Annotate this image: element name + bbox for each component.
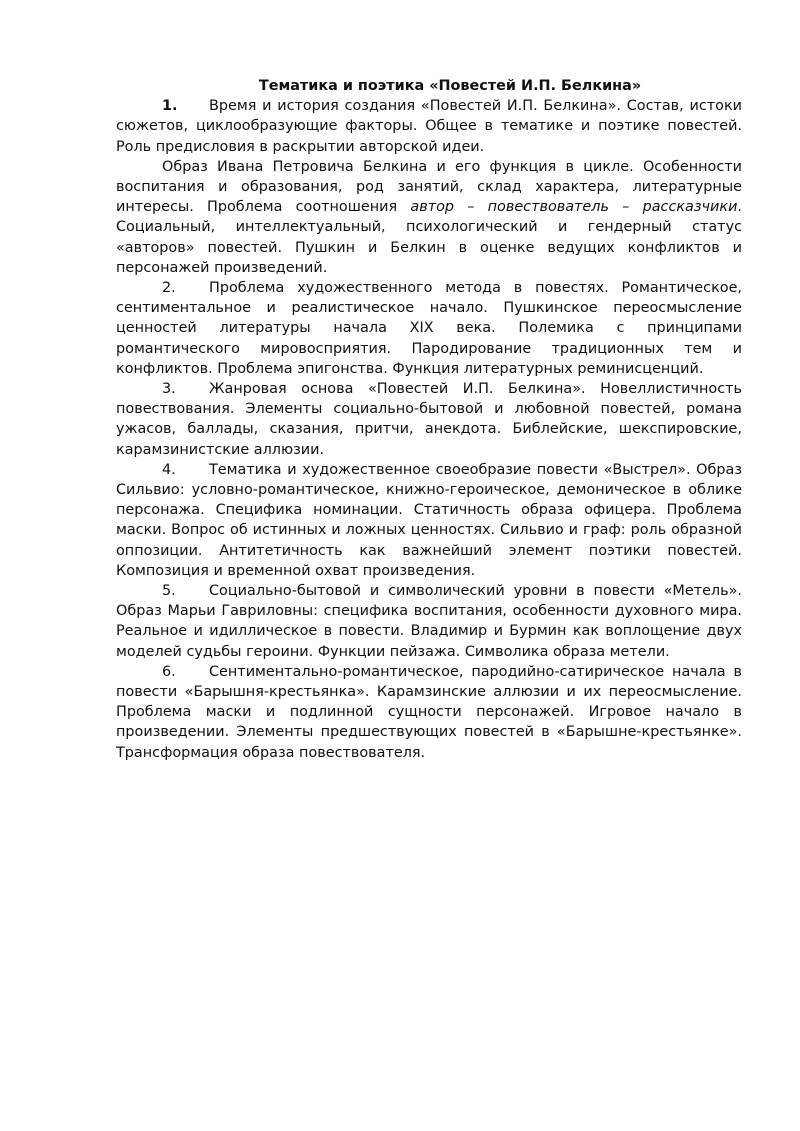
section-text-italic: автор – повествователь – рассказчики: [410, 199, 738, 216]
section-text: Время и история создания «Повестей И.П. Белкина». Состав, истоки сюжетов, циклообразующие факторы. Общее в тематике и поэтике повестей. Роль предисловия в раскрытии авторской идеи.: [116, 98, 742, 155]
section-5: [116, 581, 742, 662]
section-text: Сентиментально-романтическое, пародийно-сатирическое начала в повести «Барышня-крестьянка». Карамзинские аллюзии и их переосмысление. Проблема маски и подлинной сущности персонажей. Игровое начало в произведении. Элементы предшествующих повестей в «Барышне-крестьянке». Трансформация образа повествователя.: [116, 663, 742, 761]
section-text-after: . Социальный, интеллектуальный, психологический и гендерный статус «авторов» повестей. Пушкин и Белкин в оценке ведущих конфликтов и персонажей произведений.: [116, 199, 742, 276]
section-3: [116, 379, 742, 460]
document-title: Тематика и поэтика «Повестей И.П. Белкина»: [258, 78, 642, 94]
section-1: [116, 96, 742, 157]
section-text: Жанровая основа «Повестей И.П. Белкина». Новеллистичность повествования. Элементы социально-бытовой и любовной повестей, романа ужасов, баллады, сказания, притчи, анекдота. Библейские, шекспировские, карамзинистские аллюзии.: [116, 381, 742, 458]
section-text-before: Образ Ивана Петровича Белкина и его функция в цикле. Особенности воспитания и образования, род занятий, склад характера, литературные интересы. Проблема соотношения: [116, 158, 742, 216]
section-4: [116, 460, 742, 581]
section-belkin-image: [116, 157, 742, 278]
section-6: [116, 662, 742, 763]
section-text: Тематика и художественное своеобразие повести «Выстрел». Образ Сильвио: условно-романтическое, книжно-героическое, демоническое в облике персонажа. Специфика номинации. Статичность образа офицера. Проблема маски. Вопрос об истинных и ложных ценностях. Сильвио и граф: роль образной оппозиции. Антитетичность как важнейший элемент поэтики повестей. Композиция и временной охват произведения.: [116, 461, 742, 579]
section-number: 1.: [162, 98, 178, 115]
section-2: [116, 278, 742, 379]
section-number: 2.: [162, 280, 176, 297]
document-page: [116, 76, 742, 763]
section-text: Социально-бытовой и символический уровни в повести «Метель». Образ Марьи Гавриловны: специфика воспитания, особенности духовного мира. Реальное и идиллическое в повести. Владимир и Бурмин как воплощение двух моделей судьбы героини. Функции пейзажа. Символика образа метели.: [116, 583, 742, 660]
section-number: 4.: [162, 461, 176, 478]
section-number: 5.: [162, 583, 176, 600]
section-number: 3.: [162, 381, 176, 398]
section-number: 6.: [162, 663, 176, 680]
section-text: Проблема художественного метода в повестях. Романтическое, сентиментальное и реалистическое начало. Пушкинское переосмысление ценностей литературы начала XIX века. Полемика с принципами романтического мировосприятия. Пародирование традиционных тем и конфликтов. Проблема эпигонства. Функция литературных реминисценций.: [116, 280, 742, 377]
